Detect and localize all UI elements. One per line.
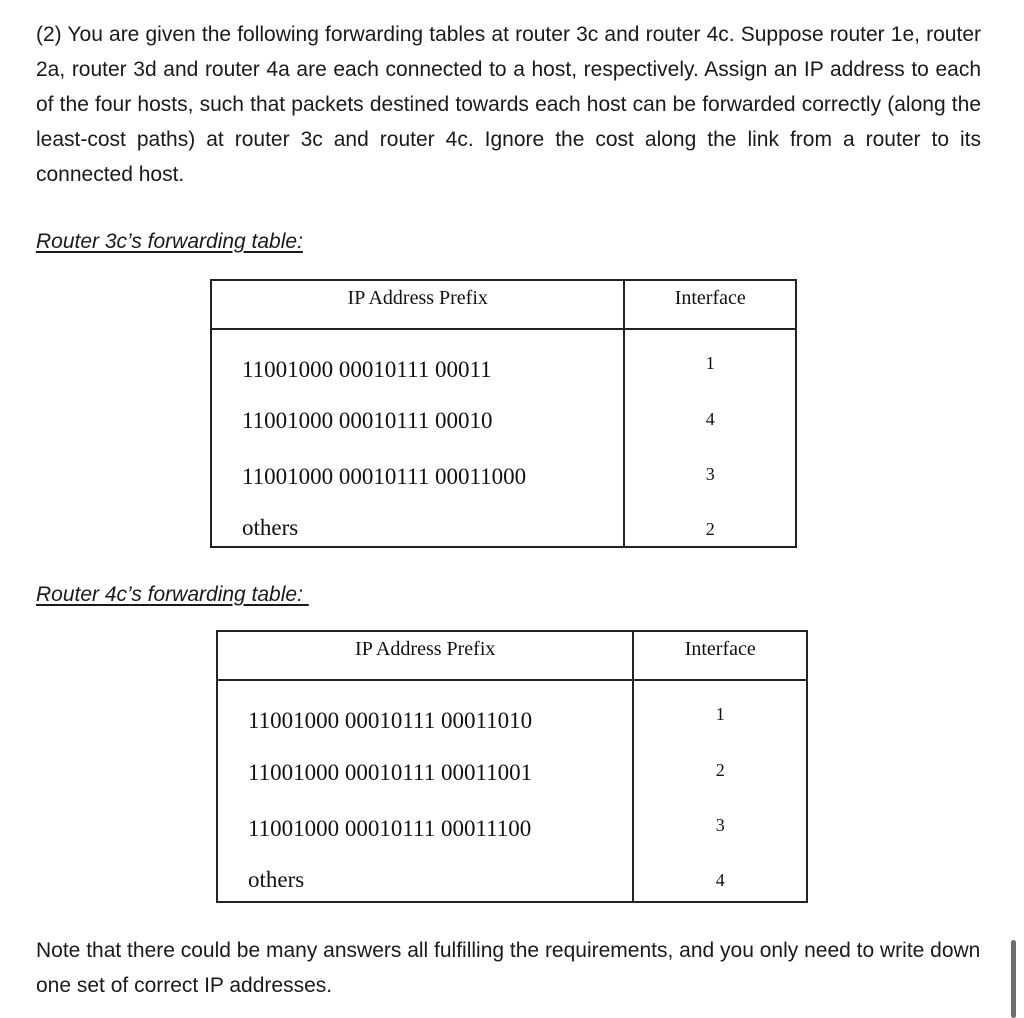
prefix-value: 11001000 00010111 00010: [242, 408, 493, 433]
note-text: Note that there could be many answers all fulfilling the requirements, and you only need to write down one set of correct IP addresses.: [36, 939, 981, 997]
interface-value: 1: [705, 353, 715, 373]
question-text: (2) You are given the following forwarding tables at router 3c and router 4c. Suppose router 1e, router 2a, router 3d and router 4a are each connected to a host, respectively. Assign an IP address to each of the four hosts, such that packets destined towards each host can be forwarded correctly (along the least-cost paths) at router 3c and router 4c. Ignore the cost along the link from a router to its connected host.: [36, 23, 981, 186]
router-3c-table-heading: Router 3c’s forwarding table:: [36, 230, 303, 253]
interface-column-header: Interface: [624, 280, 796, 329]
router-3c-forwarding-table: [210, 279, 797, 548]
interface-value: 1: [715, 704, 725, 724]
router-4c-table-heading: Router 4c’s forwarding table:: [36, 583, 309, 606]
prefix-value: others: [242, 515, 299, 540]
prefix-cell: [211, 329, 624, 547]
interface-column-header: Interface: [633, 631, 807, 680]
scrollbar-thumb[interactable]: [1011, 940, 1016, 1018]
prefix-column-header: IP Address Prefix: [211, 280, 624, 329]
prefix-value: 11001000 00010111 00011010: [248, 708, 533, 733]
prefix-value: 11001000 00010111 00011000: [242, 464, 527, 489]
interface-value: 2: [715, 760, 725, 780]
prefix-value: others: [248, 867, 305, 892]
interface-value: 3: [715, 815, 725, 835]
interface-cell: [624, 329, 796, 547]
interface-value: 2: [705, 519, 715, 539]
interface-value: 4: [705, 409, 715, 429]
prefix-cell: [217, 680, 633, 902]
interface-value: 3: [705, 464, 715, 484]
prefix-value: 11001000 00010111 00011100: [248, 816, 532, 841]
interface-value: 4: [715, 870, 725, 890]
prefix-value: 11001000 00010111 00011: [242, 357, 492, 382]
prefix-column-header: IP Address Prefix: [217, 631, 633, 680]
interface-cell: [633, 680, 807, 902]
router-4c-forwarding-table: [216, 630, 808, 903]
prefix-value: 11001000 00010111 00011001: [248, 760, 533, 785]
